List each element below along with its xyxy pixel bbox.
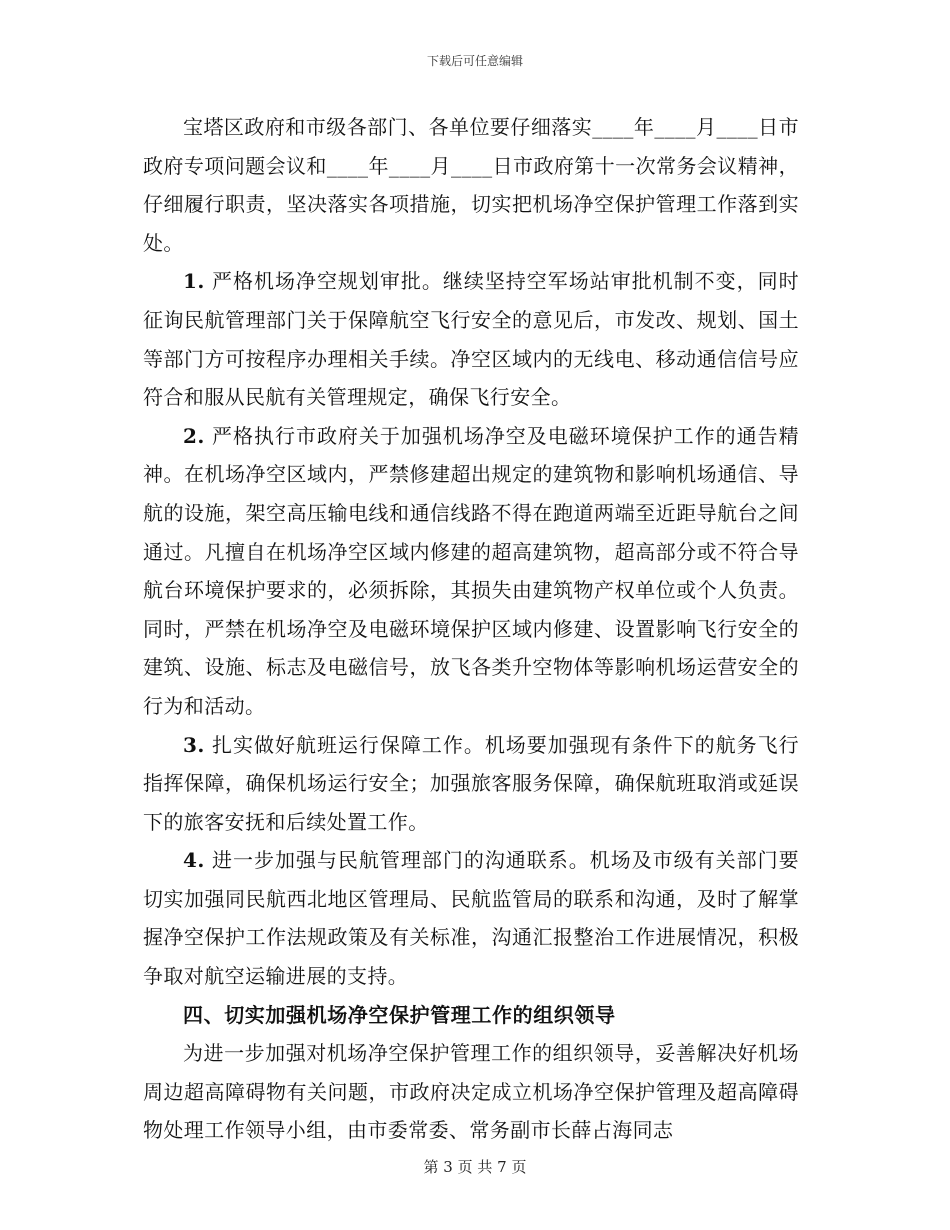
list-item <box>143 262 799 416</box>
page-footer: 第 3 页 共 7 页 <box>423 1158 527 1176</box>
intro-paragraph: 宝塔区政府和市级各部门、各单位要仔细落实____年____月____日市政府专项问题会议和____年____月____日市政府第十一次常务会议精神，仔细履行职责，坚决落实各项措施，切实把机场净空保护管理工作落到实处。 <box>143 115 799 255</box>
list-item <box>143 841 799 995</box>
list-item <box>143 417 799 726</box>
section-paragraph: 为进一步加强对机场净空保护管理工作的组织领导，妥善解决好机场周边超高障碍物有关问题，市政府决定成立机场净空保护管理及超高障碍物处理工作领导小组，由市委常委、常务副市长薛占海同志 <box>143 1041 799 1143</box>
item-number: 2. <box>183 423 205 448</box>
item-text: 扎实做好航班运行保障工作。机场要加强现有条件下的航务飞行指挥保障，确保机场运行安全；加强旅客服务保障，确保航班取消或延误下的旅客安抚和后续处置工作。 <box>143 732 799 834</box>
item-text: 严格执行市政府关于加强机场净空及电磁环境保护工作的通告精神。在机场净空区域内，严禁修建超出规定的建筑物和影响机场通信、导航的设施，架空高压输电线和通信线路不得在跑道两端至近距导航台之间通过。凡擅自在机场净空区域内修建的超高建筑物，超高部分或不符合导航台环境保护要求的，必须拆除，其损失由建筑物产权单位或个人负责。同时，严禁在机场净空及电磁环境保护区域内修建、设置影响飞行安全的建筑、设施、标志及电磁信号，放飞各类升空物体等影响机场运营安全的行为和活动。 <box>143 423 799 718</box>
item-number: 4. <box>183 848 205 873</box>
item-text: 进一步加强与民航管理部门的沟通联系。机场及市级有关部门要切实加强同民航西北地区管理局、民航监管局的联系和沟通，及时了解掌握净空保护工作法规政策及有关标准，沟通汇报整治工作进展情况，积极争取对航空运输进展的支持。 <box>143 848 799 989</box>
item-text: 严格机场净空规划审批。继续坚持空军场站审批机制不变，同时征询民航管理部门关于保障航空飞行安全的意见后，市发改、规划、国土等部门方可按程序办理相关手续。净空区域内的无线电、移动通信信号应符合和服从民航有关管理规定，确保飞行安全。 <box>143 269 799 410</box>
section-heading: 四、切实加强机场净空保护管理工作的组织领导 <box>183 1002 616 1027</box>
document-body <box>143 108 799 1150</box>
page-header: 下载后可任意编辑 <box>426 54 523 68</box>
list-item <box>143 726 799 842</box>
item-number: 3. <box>183 732 205 757</box>
item-number: 1. <box>183 269 205 294</box>
